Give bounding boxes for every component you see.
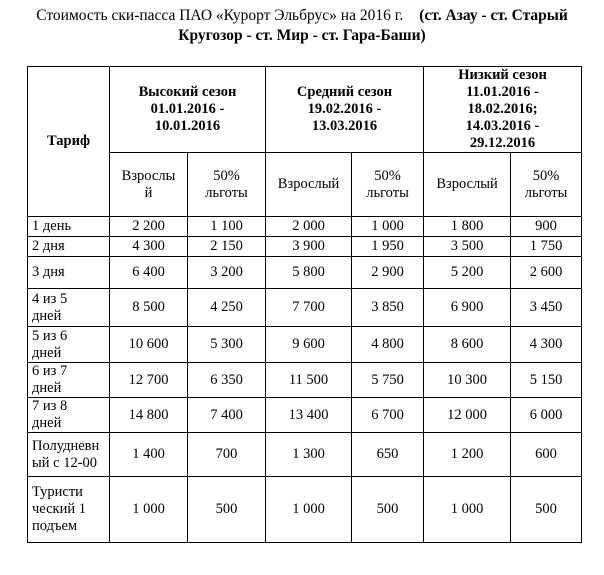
- season-header-mid: [266, 67, 424, 153]
- subheader-text: льготы: [205, 184, 248, 201]
- title-bold-1: (ст. Азау - ст. Старый: [419, 7, 568, 24]
- price-cell: 14 800: [110, 398, 188, 433]
- season-header-row: [28, 67, 582, 153]
- season-name: Низкий сезон: [458, 67, 547, 83]
- tariff-line: 1 день: [32, 218, 72, 234]
- tariff-line: 7 из 8: [32, 398, 68, 414]
- price-cell: 1 400: [110, 433, 188, 477]
- title-line-1: [0, 6, 604, 26]
- season-date: 18.02.2016;: [467, 101, 538, 117]
- tariff-line: ческий 1: [32, 501, 86, 517]
- tariff-line: Полудневн: [32, 437, 100, 454]
- tariff-line: 3 дня: [32, 264, 65, 280]
- price-cell: 8 500: [110, 289, 188, 327]
- subheader-text: 50%: [213, 167, 240, 184]
- price-cell: 7 700: [266, 289, 352, 327]
- tariff-cell: [28, 257, 110, 289]
- price-cell: 3 200: [188, 257, 266, 289]
- table-row: [28, 257, 582, 289]
- tariff-cell: [28, 433, 110, 477]
- subheader-text: 50%: [374, 167, 401, 184]
- tariff-cell: [28, 237, 110, 257]
- subheader-text: Взрослы: [121, 167, 176, 184]
- subheader-text: Взрослый: [277, 176, 340, 192]
- subheader-discount: [188, 153, 266, 217]
- price-cell: 1 000: [424, 477, 511, 543]
- subheader-discount: [352, 153, 424, 217]
- price-cell: 500: [511, 477, 582, 543]
- price-cell: 4 250: [188, 289, 266, 327]
- price-cell: 1 000: [352, 217, 424, 237]
- price-cell: 4 800: [352, 327, 424, 363]
- tariff-line: дней: [32, 415, 62, 431]
- price-cell: 5 300: [188, 327, 266, 363]
- price-cell: 1 300: [266, 433, 352, 477]
- tariff-cell: [28, 327, 110, 363]
- subheader-text: Взрослый: [436, 176, 498, 192]
- price-cell: 3 500: [424, 237, 511, 257]
- price-cell: 7 400: [188, 398, 266, 433]
- price-cell: 6 350: [188, 363, 266, 398]
- season-date: 01.01.2016 -: [150, 101, 225, 117]
- price-table-body: [28, 217, 582, 543]
- tariff-line: дней: [32, 307, 62, 324]
- price-cell: 2 900: [352, 257, 424, 289]
- subheader-discount: [511, 153, 582, 217]
- season-header-low: [424, 67, 582, 153]
- price-cell: 1 000: [266, 477, 352, 543]
- season-header-high: [110, 67, 266, 153]
- tariff-header: Тариф: [28, 67, 110, 217]
- subheader-text: й: [144, 184, 153, 201]
- tariff-line: 6 из 7: [32, 363, 68, 379]
- season-name: Средний сезон: [296, 84, 393, 100]
- tariff-line: дней: [32, 380, 62, 396]
- price-cell: 4 300: [110, 237, 188, 257]
- price-cell: 5 150: [511, 363, 582, 398]
- subheader-text: 50%: [532, 167, 560, 184]
- table-row: [28, 289, 582, 327]
- subheader-text: льготы: [366, 184, 409, 201]
- table-row: [28, 217, 582, 237]
- tariff-cell: [28, 398, 110, 433]
- season-name: Высокий сезон: [138, 84, 237, 100]
- price-cell: 6 400: [110, 257, 188, 289]
- price-cell: 10 300: [424, 363, 511, 398]
- price-cell: 3 850: [352, 289, 424, 327]
- price-cell: 1 800: [424, 217, 511, 237]
- document-title: [0, 6, 604, 46]
- price-cell: 5 800: [266, 257, 352, 289]
- price-cell: 10 600: [110, 327, 188, 363]
- price-cell: 5 200: [424, 257, 511, 289]
- tariff-cell: [28, 363, 110, 398]
- price-cell: 900: [511, 217, 582, 237]
- tariff-line: подъем: [32, 518, 78, 534]
- price-cell: 6 000: [511, 398, 582, 433]
- table-row: [28, 327, 582, 363]
- season-date: 10.01.2016: [154, 118, 221, 134]
- tariff-line: ый с 12-00: [32, 454, 98, 471]
- price-cell: 1 750: [511, 237, 582, 257]
- price-cell: 2 150: [188, 237, 266, 257]
- price-cell: 500: [352, 477, 424, 543]
- price-cell: 500: [188, 477, 266, 543]
- table-row: [28, 237, 582, 257]
- price-cell: 4 300: [511, 327, 582, 363]
- price-cell: 13 400: [266, 398, 352, 433]
- price-cell: 9 600: [266, 327, 352, 363]
- season-date: 29.12.2016: [469, 135, 536, 151]
- price-cell: 650: [352, 433, 424, 477]
- tariff-line: 4 из 5: [32, 290, 68, 307]
- tariff-cell: [28, 217, 110, 237]
- price-cell: 1 200: [424, 433, 511, 477]
- price-cell: 600: [511, 433, 582, 477]
- title-line-2: Кругозор - ст. Мир - ст. Гара-Баши): [178, 27, 426, 44]
- price-cell: 12 000: [424, 398, 511, 433]
- table-row: [28, 363, 582, 398]
- season-date: 11.01.2016 -: [466, 84, 539, 100]
- price-cell: 12 700: [110, 363, 188, 398]
- season-date: 19.02.2016 -: [307, 101, 382, 117]
- table-row: [28, 477, 582, 543]
- price-cell: 6 700: [352, 398, 424, 433]
- table-row: [28, 433, 582, 477]
- price-cell: 1 950: [352, 237, 424, 257]
- price-cell: 5 750: [352, 363, 424, 398]
- subheader-adult: [110, 153, 188, 217]
- price-cell: 3 450: [511, 289, 582, 327]
- price-cell: 1 000: [110, 477, 188, 543]
- subheader-row: [28, 153, 582, 217]
- tariff-cell: [28, 289, 110, 327]
- price-cell: 6 900: [424, 289, 511, 327]
- price-cell: 2 000: [266, 217, 352, 237]
- price-cell: 11 500: [266, 363, 352, 398]
- price-cell: 700: [188, 433, 266, 477]
- season-date: 14.03.2016 -: [465, 118, 540, 134]
- price-cell: 2 600: [511, 257, 582, 289]
- tariff-line: 2 дня: [32, 238, 65, 254]
- table-row: [28, 398, 582, 433]
- subheader-adult: [424, 153, 511, 217]
- tariff-cell: [28, 477, 110, 543]
- season-date: 13.03.2016: [311, 118, 378, 134]
- ski-pass-price-table: [27, 66, 582, 543]
- tariff-line: Туристи: [32, 484, 83, 500]
- price-cell: 8 600: [424, 327, 511, 363]
- subheader-adult: [266, 153, 352, 217]
- tariff-line: 5 из 6: [32, 327, 68, 344]
- subheader-text: льготы: [524, 184, 568, 201]
- price-cell: 2 200: [110, 217, 188, 237]
- tariff-line: дней: [32, 344, 62, 361]
- title-normal: Стоимость ски-пасса ПАО «Курорт Эльбрус» на 2016 г.: [36, 7, 404, 24]
- price-cell: 3 900: [266, 237, 352, 257]
- price-cell: 1 100: [188, 217, 266, 237]
